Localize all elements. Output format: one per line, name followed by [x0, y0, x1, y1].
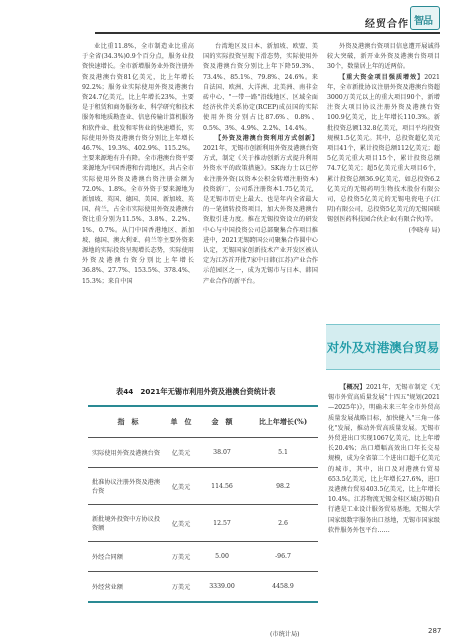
- section-heading: 【外资及港澳台资利用方式创新】: [215, 134, 318, 142]
- table-cell: 3339.00: [209, 583, 235, 590]
- table-cell: 38.07: [213, 449, 231, 456]
- table-row: [88, 504, 318, 541]
- section-body: 2021年，全市新批协议注册外资及港澳台资超3000万美元以上的重大项目90个，新增注资大项目协议注册外资及港澳台资100.9亿美元，比上年增长110.3%。新批投资总额132.8亿美元，项目平均投资规模1.5亿美元。其中，总投资超亿美元项目41个，累计投资总额112亿美元；超5亿美元重大项目15个，累计投资总额74.7亿美元；超5亿美元重大项目6个，累计投资总额36.9亿美元，如总投资6.2亿美元的无锡药明生物技术股份有限公司，总投资5亿美元的无锡电瓷电子(江阴)有限公司，总投资5亿美元的无锡国联锡创医药科技园合伙企业(有限合伙)等。: [327, 73, 440, 224]
- header-cell: 单 位: [170, 417, 192, 426]
- table-cell: 实际使用外资及港澳台资: [92, 450, 161, 457]
- text-column-1: [82, 42, 194, 287]
- text-column-2: [203, 42, 318, 287]
- section-banner: [326, 324, 440, 370]
- table-cell: 114.56: [211, 482, 233, 490]
- table-cell: 万美元: [171, 554, 191, 561]
- column3-section: [327, 73, 440, 226]
- section-heading: 【重大资金项目强质增效】: [339, 73, 425, 81]
- table-cell: 新批境外投资中方协议投资额: [92, 516, 161, 532]
- table-cell: 亿美元: [171, 520, 191, 528]
- table-cell: 5.00: [215, 553, 229, 560]
- table-cell: 外经合同额: [92, 554, 123, 561]
- column3-paragraph: 外资及港澳台资项目信息遭开展诚得较大突破，新开业外资及港澳台资项目30个，数量居上年的近两倍。: [327, 43, 440, 71]
- text-column-3: [327, 42, 440, 236]
- table-row: [88, 437, 318, 467]
- overview-section: [328, 383, 440, 536]
- table-cell: -96.7: [275, 553, 291, 560]
- section-body: 2021年，无锡市创新利用外资及港澳台资方式，制定《关于推动创新方式提升利用外资水平的政策措施》。SK海力士以已停业注册外资(以资本公积金转增注册资本)投资新厂，公司系注册资本1.75亿美元，是无锡市历史上最大、也是年内全省最大的一笔债转投资项目，加大外资及港澳台资股引进力度。推在无锡投资设立的研发中心与中国投资公司总部聚集合作项目推进中，2021无锡跨国公司聚集合作圆中心认定，无锡国家创新技术产业开发区被认定为江苏首开批7家中日韩(江苏)产业合作示范园区之一，成为无锡市与日本、韩国产业合作的新平台。: [203, 145, 318, 285]
- statistics-table: [88, 405, 318, 603]
- table-cell: 2.6: [278, 519, 288, 527]
- header-rule: [95, 32, 440, 34]
- table-row: [88, 571, 318, 601]
- column2-paragraph: 台湾地区及日本、新加坡、欧盟、美国的实际投资呈现下滑态势，实际使用外资及港澳台资分别比上年下降59.3%、73.4%、85.1%、79.8%、24.6%。来自法国、欧洲、大洋洲、北美洲、南非金砖中心、"一带一路"沿线地区、区域全面经济伙伴关系协定(RCEP)成员国的实际使用外资分别占比87.6%、0.8%、0.5%、3%、4.9%、2.2%、14.4%。: [203, 43, 318, 132]
- table-caption: 表44 2021年无锡市利用外资及港澳台资统计表: [116, 387, 276, 396]
- header-cell: 比上年增长(%): [258, 417, 308, 426]
- source-attribution: (李晓寿 局): [408, 226, 440, 234]
- section-header-title: 经贸合作: [365, 19, 409, 30]
- section-body: 2021年，无锡市制定《无锡市外贸高质量发展"十四五"规划(2021—2025年)》，明确未来三年全市外贸高质量发展战略目标，加快健入"三角一体化"发展，推动外贸高质量发展。无锡市外贸进出口实现1067亿美元，比上年增长20.4%；出口增幅高效出口年长交易规模，成为全省第二个进出口超千亿美元的城市，其中，出口及对港澳台贸易653.5亿美元，比上年增长27.6%，进口及港澳台贸易403.5亿美元，比上年增长10.4%。江苏物流无锡金桂区域(苏锡)自行港是工业设计服务贸易基地，无锡大学国家级数字服务出口基地，无锡市国家级软件服务外包平台……: [328, 384, 441, 534]
- table-cell: 5.1: [278, 449, 288, 456]
- table-cell: 4458.9: [272, 583, 294, 590]
- table-cell: 批准协议注册外资及港澳台资: [92, 479, 161, 495]
- banner-title: 对外及对港澳台贸易: [326, 340, 440, 355]
- table-cell: 亿美元: [171, 483, 191, 491]
- table-cell: 外经营业额: [92, 584, 123, 591]
- text-column-3b: [328, 383, 440, 536]
- table-source-note: (市统计局): [270, 631, 300, 638]
- column1-paragraph: 业比重11.8%，全市制造业比重高于全省(34.3%)0.9个百分点，服务业投资快速增长。全市新增服务业外资注册外资及港澳台资81亿美元，比上年增长92.2%；服务业实际使用外资及港澳台资24.7亿美元，比上年增长23%，主要是于租赁和商务服务业、科学研究和技术服务和地质勘查业、信息传输计算机服务和软件业、批发和零售业的快速增长，实际使用外资及港澳台资分别比上年增长46.7%、19.3%、402.9%、115.2%。主要来源地有升有降。全市港澳台资平要来源地为中国香港和台湾地区，共占全市实际使用外资及港澳台资注册金额为72.0%、1.8%。全市外资于要来源地为新加坡、英国、德国、美国、新加坡、英国、荷兰，占全市实际使用外资及港澳台资比重分别为11.5%、3.8%、2.2%、1%、0.7%。从门中国香港地区、新加坡、德国、澳大利亚、荷兰等主要外资来源地的实际投资呈现增长态势，实际使用外资及港澳台资分别比上年增长36.8%、27.7%、153.5%、378.4%、15.3%；来自中国: [82, 43, 194, 285]
- table-cell: 98.2: [276, 482, 290, 490]
- table-cell: 亿美元: [171, 450, 191, 457]
- table-cell: 万美元: [171, 584, 191, 591]
- table-row: [88, 467, 318, 504]
- magazine-logo: [410, 6, 440, 30]
- column2-section: [203, 134, 318, 287]
- table-header-row: [88, 407, 318, 437]
- header-cell: 指 标: [117, 417, 139, 426]
- table-row: [88, 541, 318, 571]
- table-cell: 12.57: [213, 519, 231, 527]
- section-heading: 【概况】: [340, 384, 366, 391]
- logo-text: 智品: [414, 16, 432, 27]
- page-number: 287: [428, 627, 442, 635]
- header-cell: 金 额: [211, 417, 233, 426]
